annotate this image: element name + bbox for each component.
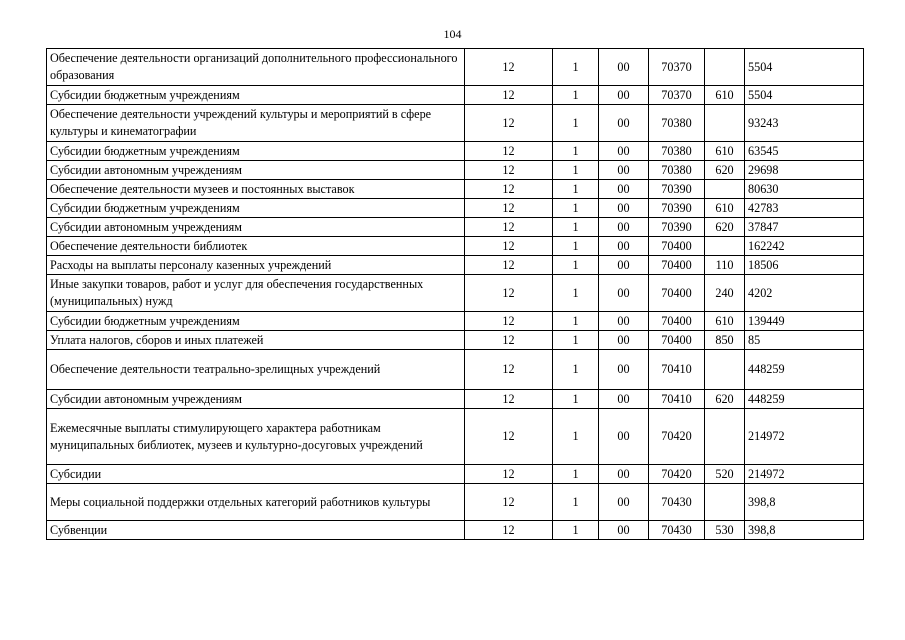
row-code-2: 1 bbox=[553, 218, 599, 237]
row-code-1: 12 bbox=[465, 86, 553, 105]
row-code-2: 1 bbox=[553, 105, 599, 142]
row-name: Субсидии бюджетным учреждениям bbox=[47, 199, 465, 218]
table-row bbox=[47, 331, 864, 350]
row-code-2: 1 bbox=[553, 484, 599, 521]
row-code-4: 70400 bbox=[649, 275, 705, 312]
row-amount: 448259 bbox=[745, 390, 864, 409]
row-code-1: 12 bbox=[465, 161, 553, 180]
row-code-4: 70390 bbox=[649, 199, 705, 218]
row-code-5: 620 bbox=[705, 218, 745, 237]
row-amount: 398,8 bbox=[745, 484, 864, 521]
row-code-4: 70420 bbox=[649, 465, 705, 484]
row-code-3: 00 bbox=[599, 142, 649, 161]
table-row bbox=[47, 49, 864, 86]
row-code-1: 12 bbox=[465, 390, 553, 409]
row-code-3: 00 bbox=[599, 312, 649, 331]
row-code-4: 70380 bbox=[649, 142, 705, 161]
table-row bbox=[47, 161, 864, 180]
row-amount: 63545 bbox=[745, 142, 864, 161]
table-row bbox=[47, 237, 864, 256]
table-row bbox=[47, 142, 864, 161]
row-code-5 bbox=[705, 180, 745, 199]
row-code-4: 70410 bbox=[649, 350, 705, 390]
row-code-3: 00 bbox=[599, 275, 649, 312]
row-code-5: 610 bbox=[705, 199, 745, 218]
row-code-5 bbox=[705, 49, 745, 86]
row-code-1: 12 bbox=[465, 49, 553, 86]
row-amount: 85 bbox=[745, 331, 864, 350]
row-name: Субсидии автономным учреждениям bbox=[47, 161, 465, 180]
row-name: Обеспечение деятельности библиотек bbox=[47, 237, 465, 256]
row-code-2: 1 bbox=[553, 275, 599, 312]
row-code-3: 00 bbox=[599, 390, 649, 409]
table-row bbox=[47, 409, 864, 465]
row-code-3: 00 bbox=[599, 237, 649, 256]
row-code-4: 70400 bbox=[649, 312, 705, 331]
row-code-4: 70370 bbox=[649, 86, 705, 105]
row-code-3: 00 bbox=[599, 180, 649, 199]
page-number: 104 bbox=[443, 27, 462, 41]
row-code-1: 12 bbox=[465, 142, 553, 161]
row-code-5: 850 bbox=[705, 331, 745, 350]
row-code-1: 12 bbox=[465, 199, 553, 218]
row-amount: 214972 bbox=[745, 465, 864, 484]
row-amount: 18506 bbox=[745, 256, 864, 275]
row-amount: 214972 bbox=[745, 409, 864, 465]
table-row bbox=[47, 180, 864, 199]
row-name: Субсидии bbox=[47, 465, 465, 484]
row-name: Обеспечение деятельности организаций дополнительного профессионального образования bbox=[47, 49, 465, 86]
row-amount: 37847 bbox=[745, 218, 864, 237]
row-code-4: 70430 bbox=[649, 521, 705, 540]
table-row bbox=[47, 199, 864, 218]
row-code-5 bbox=[705, 350, 745, 390]
row-amount: 80630 bbox=[745, 180, 864, 199]
row-code-1: 12 bbox=[465, 237, 553, 256]
row-code-3: 00 bbox=[599, 409, 649, 465]
row-code-2: 1 bbox=[553, 465, 599, 484]
row-code-4: 70400 bbox=[649, 256, 705, 275]
row-amount: 398,8 bbox=[745, 521, 864, 540]
row-code-2: 1 bbox=[553, 350, 599, 390]
row-name: Обеспечение деятельности театрально-зрелищных учреждений bbox=[47, 350, 465, 390]
row-code-3: 00 bbox=[599, 350, 649, 390]
table-row bbox=[47, 465, 864, 484]
row-code-3: 00 bbox=[599, 199, 649, 218]
row-amount: 139449 bbox=[745, 312, 864, 331]
row-amount: 29698 bbox=[745, 161, 864, 180]
table-row bbox=[47, 312, 864, 331]
row-code-3: 00 bbox=[599, 484, 649, 521]
row-code-5 bbox=[705, 484, 745, 521]
row-code-1: 12 bbox=[465, 409, 553, 465]
row-code-2: 1 bbox=[553, 142, 599, 161]
row-code-2: 1 bbox=[553, 49, 599, 86]
row-name: Субсидии бюджетным учреждениям bbox=[47, 86, 465, 105]
row-code-4: 70380 bbox=[649, 161, 705, 180]
row-code-5: 620 bbox=[705, 390, 745, 409]
row-code-3: 00 bbox=[599, 465, 649, 484]
row-code-1: 12 bbox=[465, 256, 553, 275]
table-row bbox=[47, 390, 864, 409]
table-row bbox=[47, 275, 864, 312]
row-name: Субсидии автономным учреждениям bbox=[47, 218, 465, 237]
row-code-2: 1 bbox=[553, 409, 599, 465]
table-row bbox=[47, 218, 864, 237]
row-code-3: 00 bbox=[599, 256, 649, 275]
row-amount: 5504 bbox=[745, 49, 864, 86]
row-code-2: 1 bbox=[553, 199, 599, 218]
row-name: Субвенции bbox=[47, 521, 465, 540]
row-code-1: 12 bbox=[465, 275, 553, 312]
row-code-2: 1 bbox=[553, 161, 599, 180]
row-amount: 5504 bbox=[745, 86, 864, 105]
row-code-5: 240 bbox=[705, 275, 745, 312]
row-name: Меры социальной поддержки отдельных категорий работников культуры bbox=[47, 484, 465, 521]
row-code-4: 70380 bbox=[649, 105, 705, 142]
table-row bbox=[47, 86, 864, 105]
row-amount: 162242 bbox=[745, 237, 864, 256]
row-code-1: 12 bbox=[465, 465, 553, 484]
row-code-5 bbox=[705, 237, 745, 256]
row-code-2: 1 bbox=[553, 521, 599, 540]
table-row bbox=[47, 521, 864, 540]
table-row bbox=[47, 484, 864, 521]
row-code-1: 12 bbox=[465, 180, 553, 199]
row-code-4: 70420 bbox=[649, 409, 705, 465]
row-code-4: 70390 bbox=[649, 218, 705, 237]
row-code-5: 620 bbox=[705, 161, 745, 180]
row-amount: 42783 bbox=[745, 199, 864, 218]
row-code-2: 1 bbox=[553, 312, 599, 331]
row-amount: 4202 bbox=[745, 275, 864, 312]
row-code-5: 610 bbox=[705, 142, 745, 161]
row-code-4: 70400 bbox=[649, 331, 705, 350]
table-row bbox=[47, 350, 864, 390]
row-code-5: 610 bbox=[705, 312, 745, 331]
row-name: Ежемесячные выплаты стимулирующего характера работникам муниципальных библиотек, музеев и культурно-досуговых учреждений bbox=[47, 409, 465, 465]
row-code-3: 00 bbox=[599, 105, 649, 142]
row-code-5 bbox=[705, 409, 745, 465]
row-code-3: 00 bbox=[599, 521, 649, 540]
row-code-3: 00 bbox=[599, 161, 649, 180]
row-code-1: 12 bbox=[465, 521, 553, 540]
row-code-2: 1 bbox=[553, 86, 599, 105]
row-code-5 bbox=[705, 105, 745, 142]
row-code-2: 1 bbox=[553, 180, 599, 199]
row-amount: 93243 bbox=[745, 105, 864, 142]
row-name: Расходы на выплаты персоналу казенных учреждений bbox=[47, 256, 465, 275]
row-code-4: 70390 bbox=[649, 180, 705, 199]
budget-table bbox=[46, 48, 864, 540]
row-code-2: 1 bbox=[553, 390, 599, 409]
row-amount: 448259 bbox=[745, 350, 864, 390]
row-code-4: 70430 bbox=[649, 484, 705, 521]
row-code-4: 70370 bbox=[649, 49, 705, 86]
row-name: Уплата налогов, сборов и иных платежей bbox=[47, 331, 465, 350]
row-code-5: 530 bbox=[705, 521, 745, 540]
row-name: Субсидии бюджетным учреждениям bbox=[47, 142, 465, 161]
row-name: Обеспечение деятельности учреждений культуры и мероприятий в сфере культуры и кинематографии bbox=[47, 105, 465, 142]
row-name: Субсидии автономным учреждениям bbox=[47, 390, 465, 409]
row-code-3: 00 bbox=[599, 49, 649, 86]
row-code-1: 12 bbox=[465, 331, 553, 350]
row-name: Обеспечение деятельности музеев и постоянных выставок bbox=[47, 180, 465, 199]
row-code-3: 00 bbox=[599, 331, 649, 350]
row-code-1: 12 bbox=[465, 484, 553, 521]
row-code-3: 00 bbox=[599, 86, 649, 105]
row-code-1: 12 bbox=[465, 218, 553, 237]
table-row bbox=[47, 256, 864, 275]
table-row bbox=[47, 105, 864, 142]
row-name: Субсидии бюджетным учреждениям bbox=[47, 312, 465, 331]
row-code-1: 12 bbox=[465, 312, 553, 331]
row-code-2: 1 bbox=[553, 331, 599, 350]
row-code-5: 610 bbox=[705, 86, 745, 105]
row-code-2: 1 bbox=[553, 256, 599, 275]
row-name: Иные закупки товаров, работ и услуг для обеспечения государственных (муниципальных) нужд bbox=[47, 275, 465, 312]
row-code-4: 70410 bbox=[649, 390, 705, 409]
row-code-3: 00 bbox=[599, 218, 649, 237]
row-code-4: 70400 bbox=[649, 237, 705, 256]
row-code-1: 12 bbox=[465, 105, 553, 142]
row-code-5: 110 bbox=[705, 256, 745, 275]
row-code-5: 520 bbox=[705, 465, 745, 484]
row-code-1: 12 bbox=[465, 350, 553, 390]
row-code-2: 1 bbox=[553, 237, 599, 256]
